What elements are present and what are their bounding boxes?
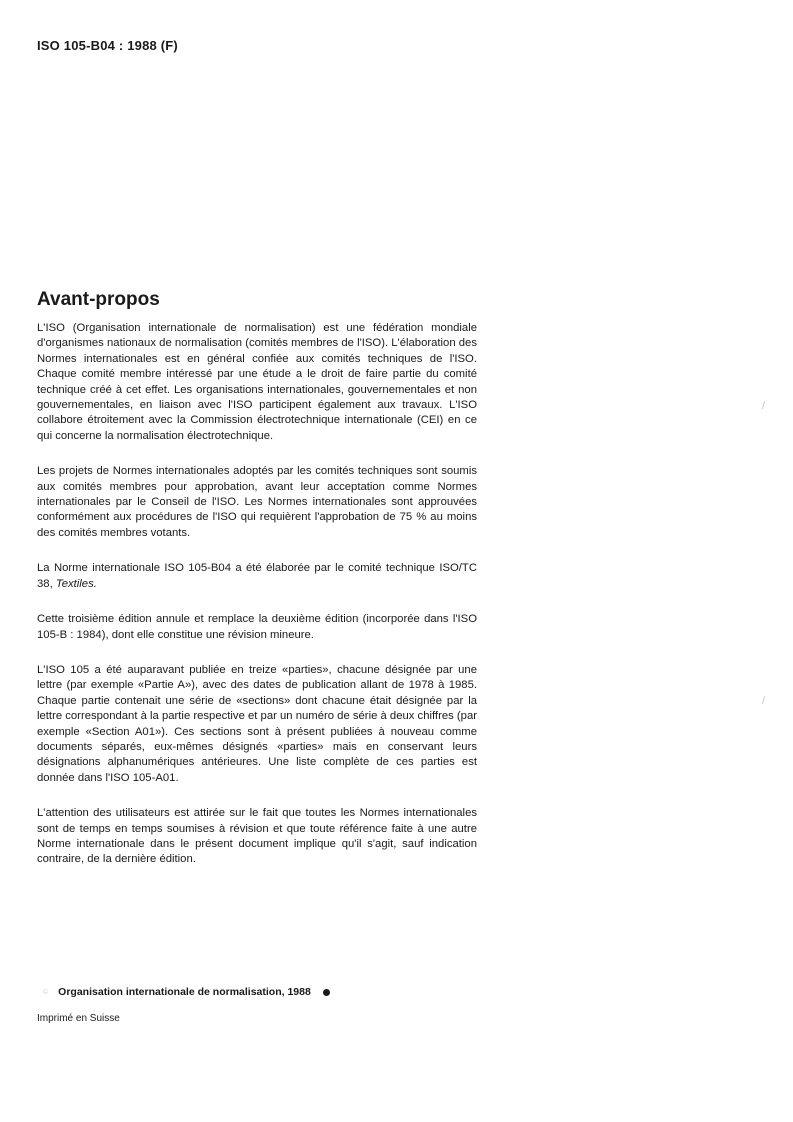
copyright-line [43, 986, 330, 998]
committee-name: Textiles. [55, 577, 97, 590]
paragraph-draft-approval: Les projets de Normes internationales adoptés par les comités techniques sont soumis aux comités membres pour approbation, avant leur acceptation comme Normes internationales par le Conseil de l'ISO. Les Normes internationales sont approuvées conformément aux procédures de l'ISO qui requièrent l'approbation de 75 % au moins des comités membres votants. [37, 465, 477, 539]
scan-speck-icon: / [762, 695, 766, 707]
section-title: Avant-propos [37, 289, 160, 310]
body-text [37, 321, 477, 888]
paragraph-technical-committee [37, 561, 477, 592]
copyright-symbol: © [43, 988, 49, 996]
paragraph-parts-history: L'ISO 105 a été auparavant publiée en treize «parties», chacune désignée par une lettre (par exemple «Partie A»), avec des dates de publication allant de 1978 à 1985. Chaque partie contenait une série de «sections» dont chacune était désignée par la lettre correspondant à la partie respective et par un numéro de série à deux chiffres (par exemple «Section A01»). Ces sections sont à présent publiées à nouveau comme documents séparés, eux-mêmes désignés «parties» mais en conservant leurs désignations alphanumériques antérieures. Une liste complète de ces parties est donnée dans l'ISO 105-A01. [37, 663, 477, 784]
paragraph-revision-notice: L'attention des utilisateurs est attirée sur le fait que toutes les Normes internationales sont de temps en temps soumises à révision et que toute référence faite à une autre Norme internationale dans le présent document implique qu'il s'agit, sauf indication contraire, de la dernière édition. [37, 807, 477, 866]
copyright-text: Organisation internationale de normalisation, 1988 [58, 986, 311, 998]
scan-speck-icon: / [762, 400, 766, 412]
bullet-dot-icon [323, 989, 330, 996]
paragraph-technical-committee-text: La Norme internationale ISO 105-B04 a été élaborée par le comité technique ISO/TC 38, [37, 562, 477, 590]
document-code: ISO 105-B04 : 1988 (F) [37, 38, 178, 53]
paragraph-edition-note: Cette troisième édition annule et remplace la deuxième édition (incorporée dans l'ISO 105-B : 1984), dont elle constitue une révision mineure. [37, 613, 477, 641]
paragraph-iso-intro: L'ISO (Organisation internationale de normalisation) est une fédération mondiale d'organismes nationaux de normalisation (comités membres de l'ISO). L'élaboration des Normes internationales est en général confiée aux comités techniques de l'ISO. Chaque comité membre intéressé par une étude a le droit de faire partie du comité technique créé à cet effet. Les organisations internationales, gouvernementales et non gouvernementales, en liaison avec l'ISO participent également aux travaux. L'ISO collabore étroitement avec la Commission électrotechnique internationale (CEI) en ce qui concerne la normalisation électrotechnique. [37, 322, 477, 442]
printed-in-note: Imprimé en Suisse [37, 1013, 120, 1024]
